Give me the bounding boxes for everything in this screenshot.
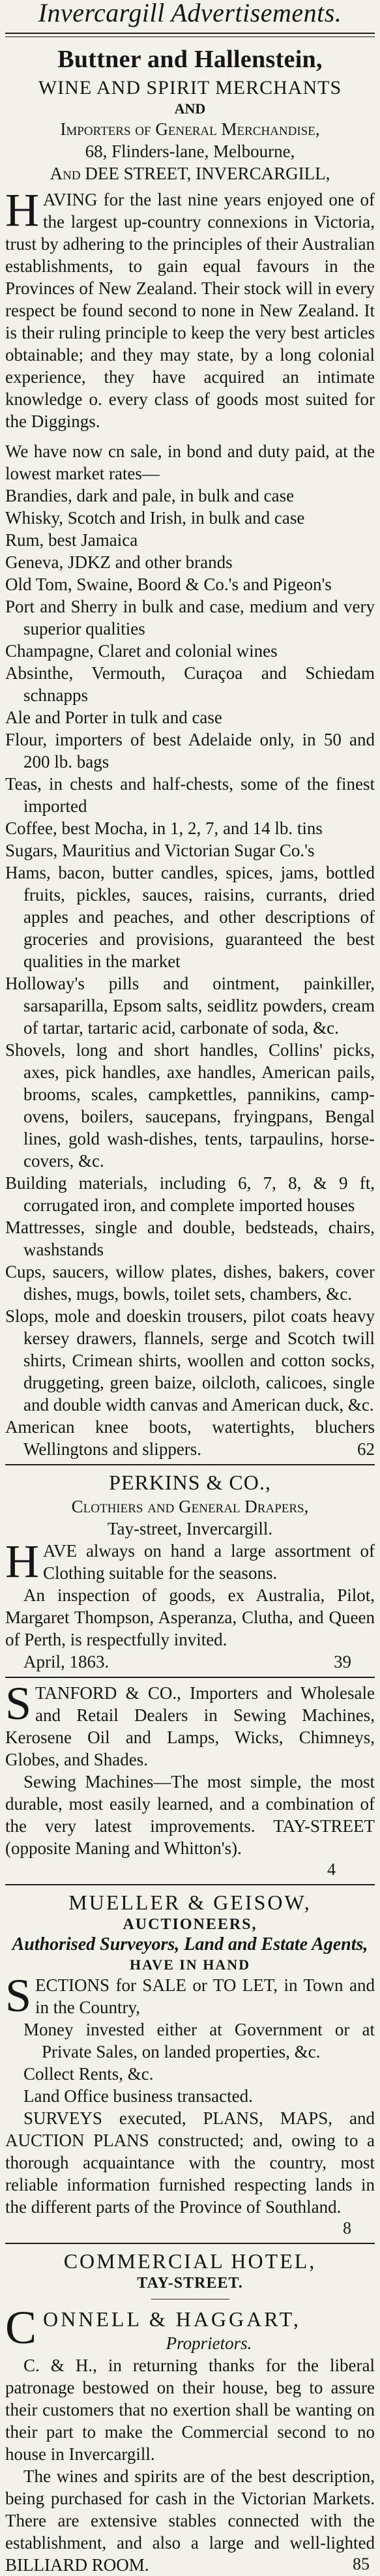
- ad4-title: MUELLER & GEISOW,: [68, 1891, 312, 1914]
- divider: [5, 1677, 375, 1678]
- stock-item: Teas, in chests and half-chests, some of the finest imported: [5, 774, 375, 816]
- stock-item: Shovels, long and short handles, Collins' picks, axes, pick handles, axe handles, American pails, brooms, scales, campkettles, pannikins, camp-ovens, boilers, saucepans, fryingpans, Bengal lines, gold wash-dishes, tents, tarpaulins, horse-covers, &c.: [5, 1040, 375, 1171]
- ad3-ref-number: 4: [327, 1860, 336, 1879]
- divider: [5, 1464, 375, 1465]
- stock-item: Brandies, dark and pale, in bulk and case: [5, 486, 295, 505]
- stock-item: Whisky, Scotch and Irish, in bulk and case: [5, 508, 305, 528]
- ad4-text-4: Land Office business transacted.: [23, 2086, 253, 2106]
- ad1-ref-number: 62: [357, 1439, 375, 1459]
- ad2-title: PERKINS & CO.,: [109, 1471, 271, 1494]
- ad1-title: Buttner and Hallenstein,: [57, 46, 323, 73]
- stock-item: Port and Sherry in bulk and case, medium and very superior qualities: [5, 597, 375, 638]
- ad2-text-2: An inspection of goods, ex Australia, Pilot, Margaret Thompson, Asperanza, Clutha, and Queen of Perth, is respectfully invited.: [5, 1585, 375, 1649]
- ad5-name: ONNELL & HAGGART,: [43, 2307, 301, 2331]
- ad3-paragraph-1: [5, 1677, 375, 1771]
- stock-item: Cups, saucers, willow plates, dishes, bakers, cover dishes, mugs, bowls, toilet sets, chambers, &c.: [5, 1262, 375, 1304]
- stock-item: Mattresses, single and double, bedsteads, chairs, washstands: [5, 1218, 375, 1259]
- ad-stanford: [5, 1677, 375, 1880]
- ad2-ref-number: 39: [334, 1652, 351, 1671]
- ad2-text-1: AVE always on hand a large assortment of Clothing suitable for the seasons.: [43, 1541, 375, 1583]
- stock-item: Coffee, best Mocha, in 1, 2, 7, and 14 lb. tins: [5, 818, 323, 838]
- ad3-dropcap: S: [5, 1677, 32, 1730]
- stock-item: Champagne, Claret and colonial wines: [5, 641, 278, 661]
- ad1-dropcap: H: [5, 184, 39, 236]
- divider: [5, 2243, 375, 2244]
- ad3-text-1: TANFORD & CO., Importers and Wholesale and Retail Dealers in Sewing Machines, Kerosene Oil and Lamps, Wicks, Chimneys, Globes, and Shades.: [5, 1683, 375, 1769]
- ad2-dropcap: H: [5, 1535, 39, 1587]
- stock-item: Building materials, including 6, 7, 8, & 9 ft, corrugated iron, and complete imported houses: [5, 1173, 375, 1215]
- ad5-proprietors: Proprietors.: [166, 2333, 252, 2353]
- ad1-address: 68, Flinders-lane, Melbourne,: [85, 142, 295, 161]
- stock-item: Hams, bacon, butter candles, spices, jams, bottled fruits, pickles, sauces, raisins, currants, dried apples and peaches, and other descriptions of groceries and provisions, guaranteed the best qualities in the market: [5, 863, 375, 971]
- ad4-subtitle: AUCTIONEERS,: [123, 1916, 257, 1933]
- stock-item: Holloway's pills and ointment, painkiller, sarsaparilla, Epsom salts, seidlitz powders, cream of tartar, tartaric acid, carbonate of soda, &c.: [5, 974, 375, 1038]
- stock-item: Flour, importers of best Adelaide only, in 50 and 200 lb. bags: [5, 730, 375, 771]
- ad2-date-row: [5, 1651, 375, 1673]
- stock-item: Rum, best Jamaica: [5, 530, 138, 550]
- ad4-subtitle-2: Authorised Surveyors, Land and Estate Agents,: [12, 1934, 368, 1954]
- stock-item: Geneva, JDKZ and other brands: [5, 552, 233, 572]
- ad3-text-2: Sewing Machines—The most simple, the most durable, most easily learned, and a combination of the very latest improvements. TAY-STREET (opposite Maning and Whitton's).: [5, 1772, 375, 1858]
- stock-item: Slops, mole and doeskin trousers, pilot coats heavy kersey drawers, flannels, serge and Scotch twill shirts, Crimean shirts, woollen and cotton socks, druggeting, green baize, oilcloth, calicoes, single and double width canvas and American duck, &c.: [5, 1306, 375, 1415]
- ad2-paragraph-1: [5, 1535, 375, 1587]
- ad4-dropcap: S: [5, 1969, 32, 2022]
- ad1-subtitle: WINE AND SPIRIT MERCHANTS: [38, 77, 342, 98]
- ad1-and-dee: And DEE STREET, INVERCARGILL,: [50, 164, 330, 183]
- masthead: Invercargill Advertisements.: [38, 0, 342, 27]
- masthead-rule: [5, 33, 375, 37]
- ad2-address: Tay-street, Invercargill.: [107, 1519, 273, 1538]
- stock-item: Absinthe, Vermouth, Curaçoa and Schiedam schnapps: [5, 663, 375, 705]
- ad2-subtitle: Clothiers and General Drapers,: [71, 1497, 309, 1516]
- ad1-intro-text: AVING for the last nine years enjoyed one of the largest up-country connexions in Victoria, trust by adhering to the principles of their Australian establishments, to gain equal favours in the Provinces of New Zealand. Their stock will in every respect be found second to none in New Zealand. It is their ruling principle to keep the very best articles obtainable; and they may state, by a long colonial experience, they have acquired an intimate knowledge o. every class of goods most suited for the Diggings.: [5, 190, 375, 431]
- ad4-text-3: Collect Rents, &c.: [23, 2064, 154, 2084]
- ad-perkins: [5, 1469, 375, 1673]
- divider: [5, 1884, 375, 1885]
- ad2-date: April, 1863.: [23, 1652, 110, 1671]
- stock-item: Ale and Porter in tulk and case: [5, 708, 222, 727]
- ad5-title: COMMERCIAL HOTEL,: [63, 2249, 317, 2273]
- ad-mueller-geisow: [5, 1889, 375, 2239]
- ad4-text-5: SURVEYS executed, PLANS, MAPS, and AUCTION PLANS constructed; and, owing to a thorough acquaintance with the country, most reliable information furnished respecting lands in the different parts of the Province of Southland.: [5, 2108, 375, 2217]
- ad1-stock-list: [5, 485, 375, 1460]
- ad5-text-1: C. & H., in returning thanks for the liberal patronage bestowed on their house, beg to assure their customers that no exertion shall be wanting on their part to make the Commercial second to no house in Invercargill.: [5, 2356, 375, 2464]
- ad1-stock-intro: We have now cn sale, in bond and duty paid, at the lowest market rates—: [5, 442, 375, 483]
- ad4-text-2: Money invested either at Government or at Private Sales, on landed properties, &c.: [23, 2020, 375, 2061]
- ad4-ref-number: 8: [343, 2219, 351, 2238]
- ad-buttner-hallenstein: [5, 45, 375, 1460]
- ad4-paragraph-1: [5, 1969, 375, 2022]
- ad4-text-1: ECTIONS for SALE or TO LET, in Town and in the Country,: [35, 1975, 375, 2017]
- ad5-text-2: The wines and spirits are of the best description, being purchased for cash in the Victorian Markets. There are extensive stables connected with the establishment, and also a large and well-lighted BILLIARD ROOM.: [5, 2466, 375, 2575]
- ad5-address: TAY-STREET.: [137, 2275, 243, 2292]
- ad1-intro-paragraph: [5, 184, 375, 432]
- stock-item: Old Tom, Swaine, Boord & Co.'s and Pigeon's: [5, 575, 332, 594]
- ad1-importers: Importers of General Merchandise,: [60, 119, 320, 139]
- ad5-dropcap: C: [5, 2301, 40, 2354]
- stock-item-text: American knee boots, watertights, bluchers Wellingtons and slippers.: [5, 1417, 375, 1459]
- stock-item-last: [5, 1416, 375, 1460]
- ad-commercial-hotel: [5, 2248, 375, 2575]
- stock-item: Sugars, Mauritius and Victorian Sugar Co.'s: [5, 841, 315, 860]
- ad5-ref-number: 85: [353, 2554, 370, 2573]
- ad1-and: AND: [174, 100, 206, 117]
- ad4-have-in-hand: HAVE IN HAND: [130, 1956, 250, 1973]
